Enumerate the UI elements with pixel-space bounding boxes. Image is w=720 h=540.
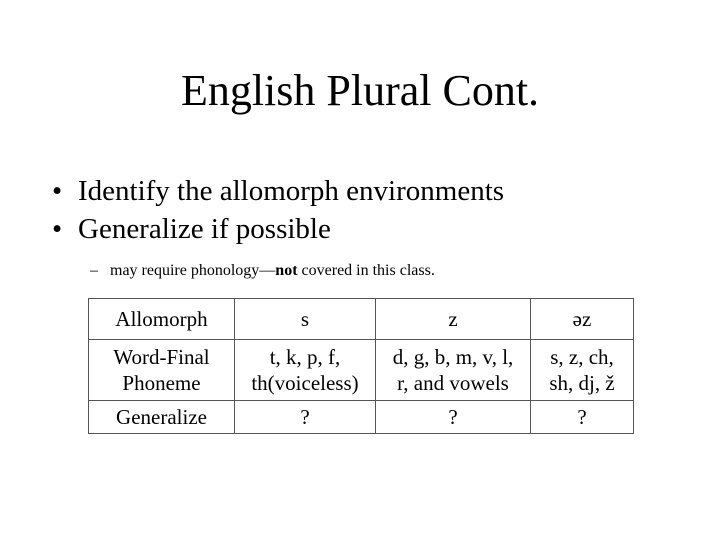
cell-line: s, z, ch, <box>550 345 614 369</box>
table-cell <box>235 340 376 401</box>
bullet-text: Generalize if possible <box>78 213 331 245</box>
bullet-list <box>52 172 692 248</box>
table-header-row <box>89 299 634 340</box>
row-label-line: Word-Final <box>113 345 210 369</box>
sub-bullet-marker: – <box>90 262 98 279</box>
table-row-generalize <box>89 401 634 434</box>
bullet-item <box>52 172 692 210</box>
sub-bullet-emphasis: not <box>275 262 298 279</box>
table-row-word-final-phoneme <box>89 340 634 401</box>
cell-line: th(voiceless) <box>251 371 359 395</box>
table-cell: ? <box>376 401 531 434</box>
allomorph-table <box>88 298 634 434</box>
sub-bullet-text <box>110 260 435 282</box>
header-cell-s: s <box>235 299 376 340</box>
header-cell-allomorph: Allomorph <box>89 299 235 340</box>
slide-title: English Plural Cont. <box>180 66 540 115</box>
table-cell <box>531 340 634 401</box>
sub-bullet <box>90 260 435 282</box>
bullet-marker: • <box>52 175 63 207</box>
bullet-item <box>52 210 692 248</box>
header-cell-schwa-z: əz <box>531 299 634 340</box>
header-cell-z: z <box>376 299 531 340</box>
sub-bullet-text-before: may require phonology— <box>110 262 276 279</box>
row-label-line: Phoneme <box>122 371 201 395</box>
table-cell: ? <box>531 401 634 434</box>
row-label-cell: Generalize <box>89 401 235 434</box>
cell-line: t, k, p, f, <box>269 345 341 369</box>
cell-line: sh, dj, ž <box>549 371 615 395</box>
bullet-text: Identify the allomorph environments <box>78 175 505 207</box>
cell-line: d, g, b, m, v, l, <box>392 345 514 369</box>
bullet-marker: • <box>52 213 63 245</box>
sub-bullet-text-after: covered in this class. <box>297 262 435 279</box>
table-cell <box>376 340 531 401</box>
row-label-cell <box>89 340 235 401</box>
table-cell: ? <box>235 401 376 434</box>
cell-line: r, and vowels <box>397 371 509 395</box>
